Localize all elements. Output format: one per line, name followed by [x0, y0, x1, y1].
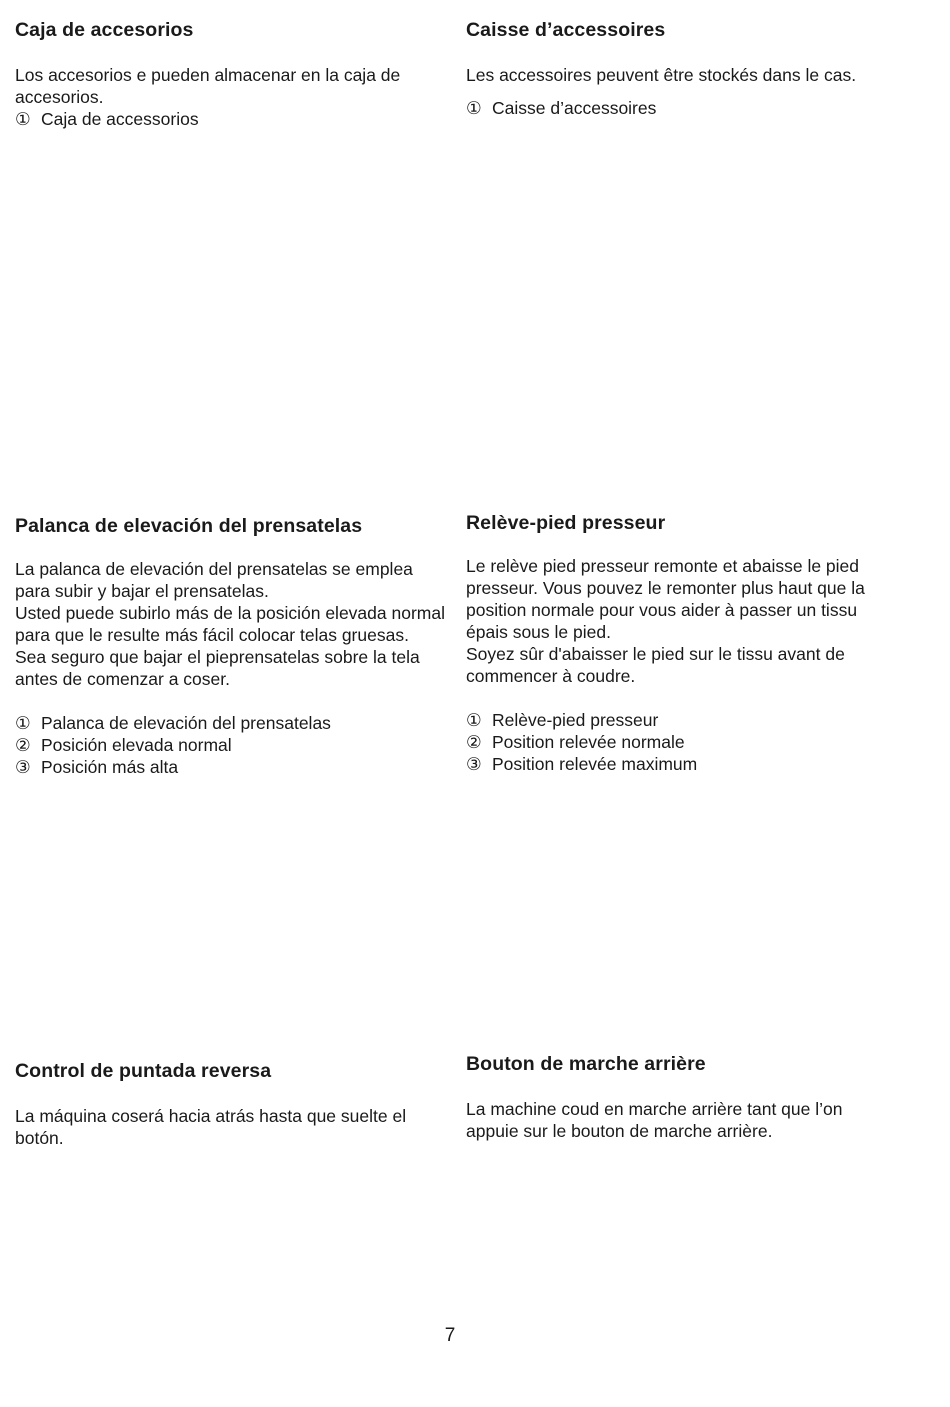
- section-accessory-box-fr: [466, 17, 896, 119]
- paragraph: Les accessoires peuvent être stockés dans le cas.: [466, 65, 857, 85]
- section-title: Control de puntada reversa: [15, 1060, 272, 1082]
- section-title: Caja de accesorios: [15, 19, 194, 41]
- item-label: Caisse d’accessoires: [492, 98, 657, 118]
- section-presser-lifter-es: [15, 513, 445, 778]
- item-number: ③: [466, 754, 482, 774]
- list-item: [466, 97, 896, 119]
- list-item: [466, 753, 896, 775]
- list-item: [466, 731, 896, 753]
- item-number: ①: [15, 713, 31, 733]
- paragraph: Los accesorios e pueden almacenar en la caja de accesorios.: [15, 65, 401, 107]
- section-accessory-box-es: [15, 17, 445, 130]
- section-title: Relève-pied presseur: [466, 512, 666, 534]
- section-presser-lifter-fr: [466, 510, 896, 775]
- list-item: [15, 756, 445, 778]
- section-body: [466, 555, 896, 775]
- section-body: [15, 558, 445, 778]
- item-label: Position relevée maximum: [492, 754, 698, 774]
- paragraph: La machine coud en marche arrière tant que l’on appuie sur le bouton de marche arrière.: [466, 1099, 843, 1141]
- item-label: Caja de accessorios: [41, 109, 199, 129]
- section-title: Palanca de elevación del prensatelas: [15, 515, 363, 537]
- item-number: ③: [15, 757, 31, 777]
- paragraph: La máquina coserá hacia atrás hasta que suelte el botón.: [15, 1106, 407, 1148]
- section-reverse-stitch-es: [15, 1058, 445, 1149]
- paragraph: Sea seguro que bajar el pieprensatelas sobre la tela antes de comenzar a coser.: [15, 647, 420, 689]
- item-list: [15, 712, 445, 778]
- item-number: ①: [466, 710, 482, 730]
- page-number: 7: [444, 1325, 456, 1346]
- section-reverse-stitch-fr: [466, 1051, 896, 1142]
- section-title: Caisse d’accessoires: [466, 19, 666, 41]
- list-item: [15, 734, 445, 756]
- section-body: [466, 64, 896, 119]
- section-body: [15, 64, 445, 130]
- paragraph: Usted puede subirlo más de la posición elevada normal para que le resulte más fácil colocar telas gruesas.: [15, 603, 445, 645]
- paragraph: La palanca de elevación del prensatelas se emplea para subir y bajar el prensatelas.: [15, 559, 413, 601]
- paragraph: Le relève pied presseur remonte et abaisse le pied presseur. Vous pouvez le remonter plus haut que la position normale pour vous aider à passer un tissu épais sous le pied.: [466, 556, 865, 642]
- list-item: [466, 709, 896, 731]
- section-body: [466, 1098, 896, 1142]
- section-title: Bouton de marche arrière: [466, 1053, 706, 1075]
- item-label: Relève-pied presseur: [492, 710, 659, 730]
- list-item: [15, 712, 445, 734]
- section-body: [15, 1105, 445, 1149]
- item-number: ②: [15, 735, 31, 755]
- item-number: ①: [15, 109, 31, 129]
- paragraph: Soyez sûr d'abaisser le pied sur le tissu avant de commencer à coudre.: [466, 644, 845, 686]
- item-label: Posición más alta: [41, 757, 179, 777]
- item-number: ②: [466, 732, 482, 752]
- item-label: Position relevée normale: [492, 732, 685, 752]
- item-number: ①: [466, 98, 482, 118]
- list-item: [15, 108, 445, 130]
- item-list: [466, 97, 896, 119]
- item-list: [15, 108, 445, 130]
- item-list: [466, 709, 896, 775]
- item-label: Posición elevada normal: [41, 735, 232, 755]
- item-label: Palanca de elevación del prensatelas: [41, 713, 331, 733]
